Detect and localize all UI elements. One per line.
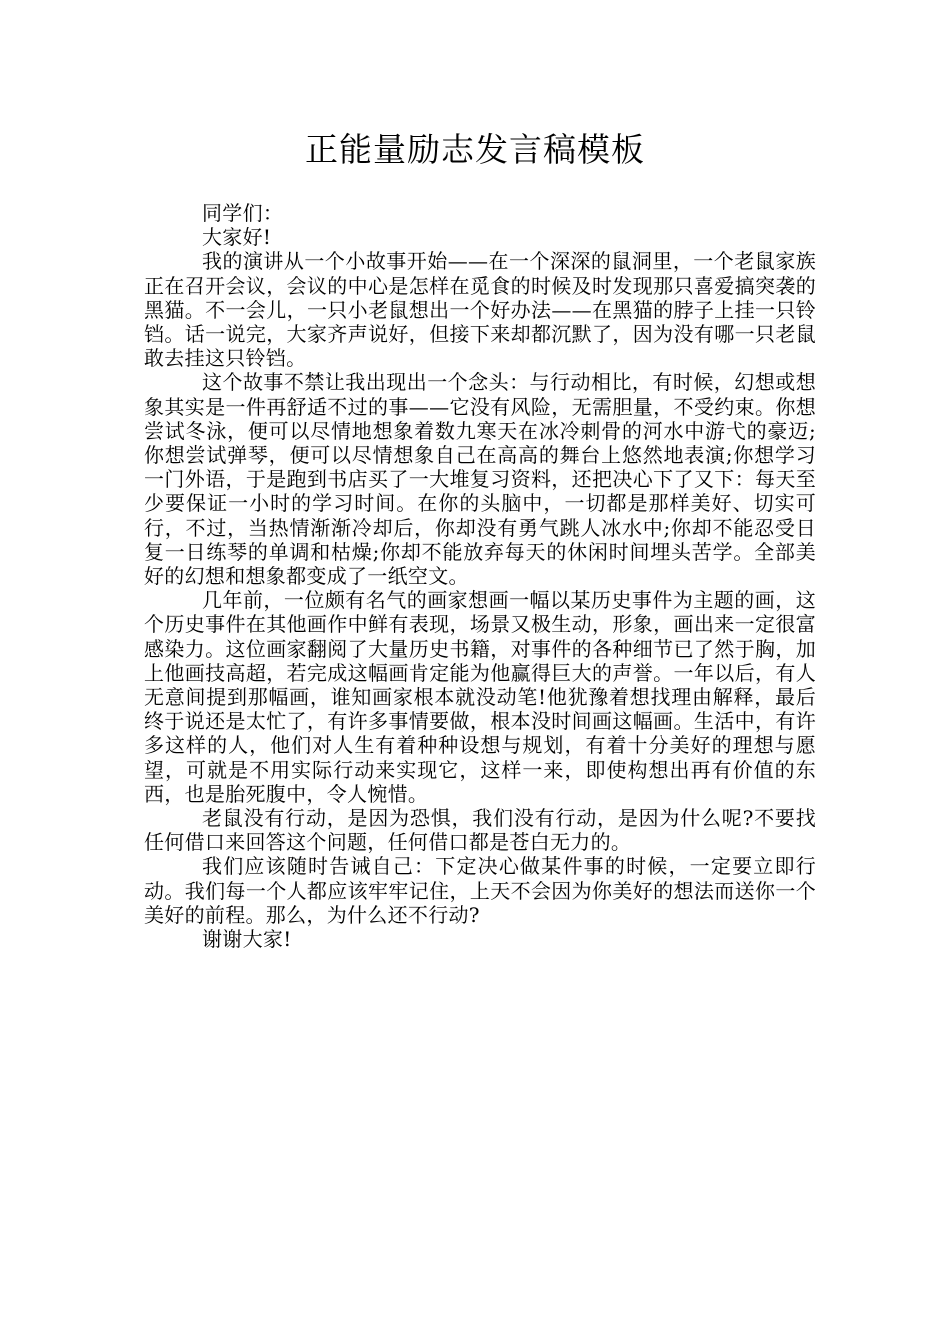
document-title: 正能量励志发言稿模板 (305, 130, 645, 169)
greeting: 大家好! (202, 225, 272, 250)
paragraph-reflection: 这个故事不禁让我出现出一个念头：与行动相比，有时候，幻想或想象其实是一件再舒适不过的事——它没有风险，无需胆量，不受约束。你想尝试冬泳，便可以尽情地想象着数九寒天在冰冷刺骨的河水中游弋的豪迈;你想尝试弹琴，便可以尽情想象自己在高高的舞台上悠然地表演;你想学习一门外语，于是跑到书店买了一大堆复习资料，还把决心下了又下：每天至少要保证一小时的学习时间。在你的头脑中，一切都是那样美好、切实可行，不过，当热情渐渐冷却后，你却没有勇气跳人冰水中;你却不能忍受日复一日练琴的单调和枯燥;你却不能放弃每天的休闲时间埋头苦学。全部美好的幻想和想象都变成了一纸空文。 (144, 370, 816, 589)
salutation: 同学们： (202, 201, 284, 225)
closing-thanks: 谢谢大家! (202, 927, 292, 952)
paragraph-story: 我的演讲从一个小故事开始——在一个深深的鼠洞里，一个老鼠家族正在召开会议，会议的中心是怎样在觅食的时候及时发现那只喜爱搞突袭的黑猫。不一会儿，一只小老鼠想出一个好办法——在黑猫的脖子上挂一只铃铛。话一说完，大家齐声说好，但接下来却都沉默了，因为没有哪一只老鼠敢去挂这只铃铛。 (144, 249, 816, 371)
paragraph-question: 老鼠没有行动，是因为恐惧，我们没有行动，是因为什么呢?不要找任何借口来回答这个问题，任何借口都是苍白无力的。 (144, 806, 816, 855)
document-body (144, 201, 816, 951)
paragraph-painter: 几年前，一位颇有名气的画家想画一幅以某历史事件为主题的画，这个历史事件在其他画作中鲜有表现，场景又极生动，形象，画出来一定很富感染力。这位画家翻阅了大量历史书籍，对事件的各种细节已了然于胸，加上他画技高超，若完成这幅画肯定能为他赢得巨大的声誉。一年以后，有人无意间提到那幅画，谁知画家根本就没动笔!他犹豫着想找理由解释，最后终于说还是太忙了，有许多事情要做，根本没时间画这幅画。生活中，有许多这样的人，他们对人生有着种种设想与规划，有着十分美好的理想与愿望，可就是不用实际行动来实现它，这样一来，即使构想出再有价值的东西，也是胎死腹中，令人惋惜。 (144, 588, 816, 806)
paragraph-conclusion: 我们应该随时告诫自己：下定决心做某件事的时候，一定要立即行动。我们每一个人都应该牢牢记住，上天不会因为你美好的想法而送你一个美好的前程。那么，为什么还不行动? (144, 854, 816, 927)
